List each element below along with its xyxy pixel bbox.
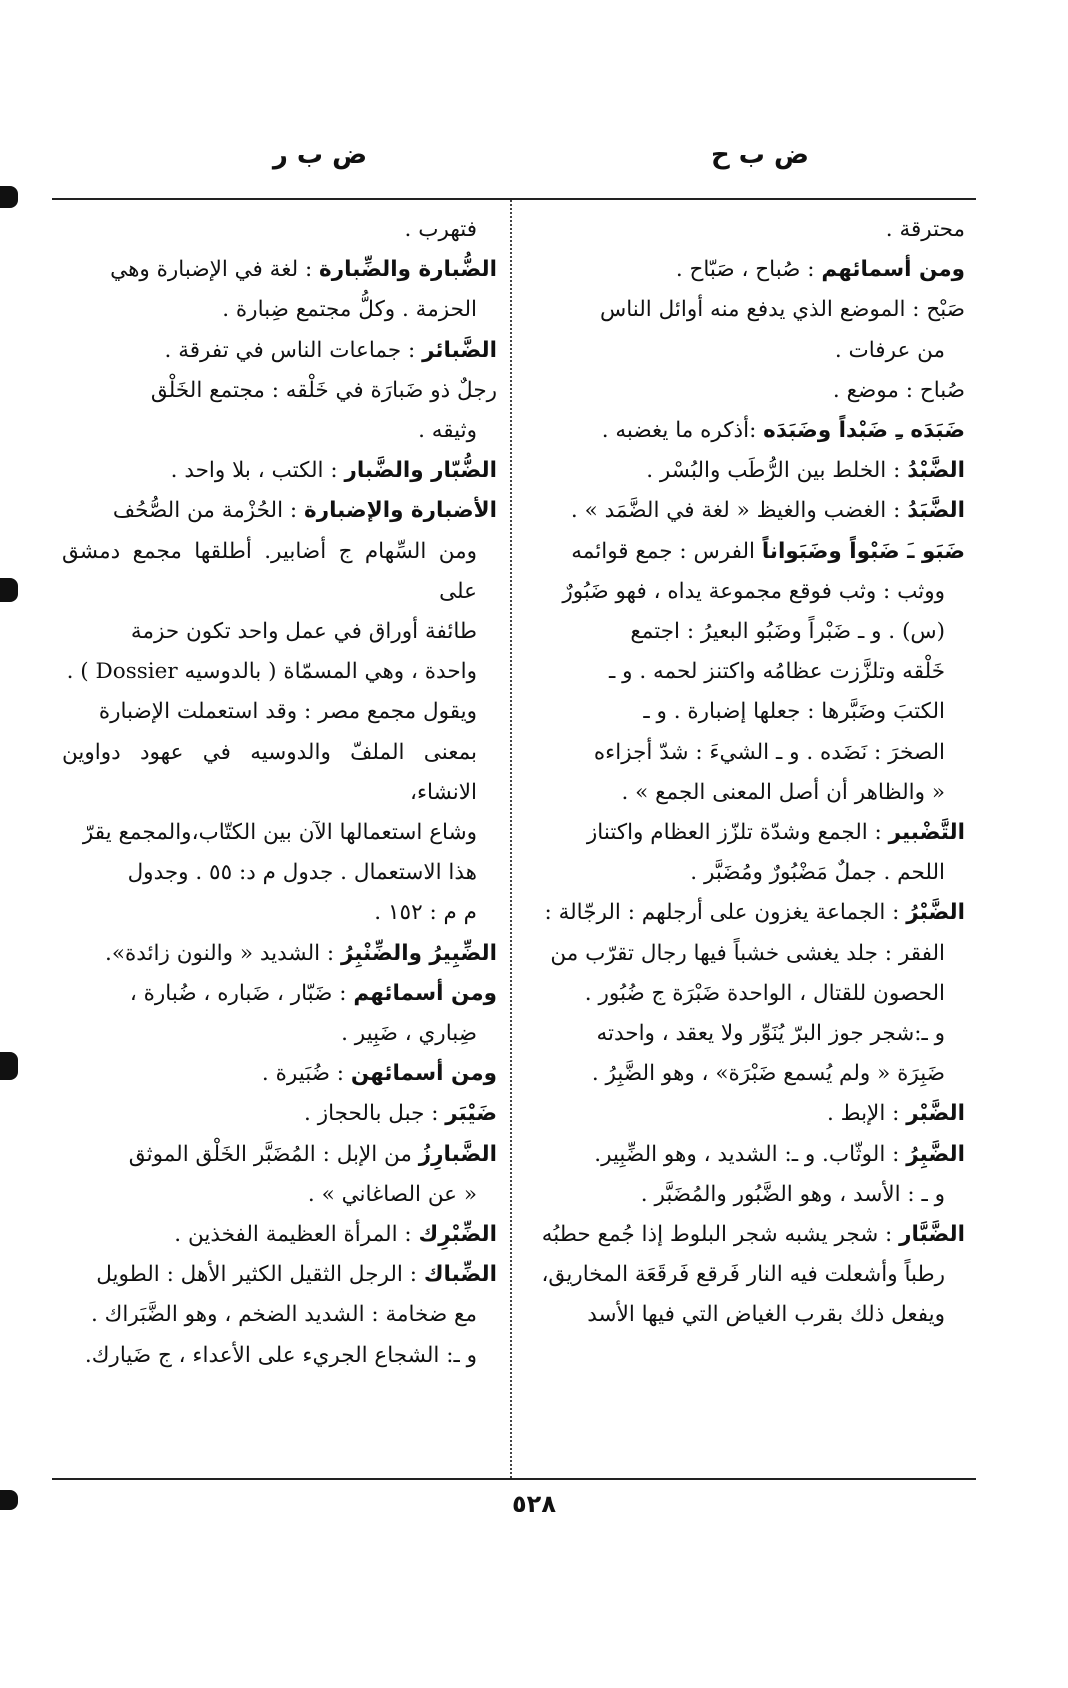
entry-line [62,1094,497,1134]
headword: ضَيْبَر [445,1101,497,1127]
entry-text: ومن السِّهام ج أضابير. أطلقها مجمع دمشق على [62,538,477,604]
entry-text: فتهرب . [404,217,477,242]
running-header-left: ض ب ر [272,140,368,170]
entry-line [62,813,497,853]
entry-line [535,290,965,330]
entry-line [535,1295,965,1335]
left-column [62,210,497,1470]
headword: الضِّباك [423,1262,497,1288]
running-header-right: ض ب ح [711,140,809,170]
entry-line [62,1295,497,1335]
entry-text: صُباح : موضع . [832,377,965,403]
entry-line [62,290,497,330]
headword: الضَّبْدُ [907,458,965,484]
entry-line [62,250,497,290]
entry-line [535,1215,965,1255]
headword: الضِّبِيرُ والضِّنْبِرُ [341,940,497,966]
entry-text: : جبل بالحجاز . [304,1101,439,1127]
entry-text: ضِباري ، ضَبِير . [341,1021,477,1047]
entry-text: طائفة أوراق في عمل واحد تكون حزمة [130,619,477,645]
header-rule [52,198,976,200]
headword: الضَّبَّار [899,1222,965,1248]
headword: الضَّبَدُ [907,498,965,524]
footer-rule [52,1478,976,1480]
entry-line [535,371,965,411]
entry-line [535,1175,965,1215]
entry-line [535,612,965,652]
entry-text: م م : ١٥٢ . [374,900,477,926]
entry-text: رطباً وأشعلت فيه النار فَرقع فَرقَعَة المخاريق، [541,1262,945,1288]
entry-line [62,371,497,411]
entry-line [62,1135,497,1175]
entry-line [535,773,965,813]
entry-text: : الجمع وشدّة تلزّز العظام واكتناز [586,820,882,846]
entry-text: : ضُبَيرة . [261,1061,345,1087]
entry-text: الحصون للقتال ، الواحدة ضَبْرَة ج ضُبُور . [584,980,945,1006]
headword: ضَبَو ـَ ضَبْواً وضَبَواناً [761,538,965,564]
entry-line [62,1215,497,1255]
entry-line [535,210,965,250]
right-column [535,210,965,1470]
entry-line [535,652,965,692]
headword: ومن أسمائهم [821,257,965,283]
scan-blot [0,1490,18,1510]
entry-text: ويقول مجمع مصر : وقد استعملت الإضبارة [98,699,477,725]
entry-line [62,733,497,813]
entry-text: : الوثّاب. و ـ: الشديد ، وهو الضِّبِير. [594,1141,900,1167]
entry-line [535,893,965,933]
entry-text: و ـ: الشجاع الجريء على الأعداء ، ج ضَيارك. [84,1342,477,1368]
entry-text: رجلٌ ذو ضَبارَة في خَلْقه : مجتمع الخَلْق [150,377,497,403]
headword: الضِّبْرِك [418,1222,497,1248]
entry-line [535,1255,965,1295]
entry-text: الصخرَ : نَضَده . و ـ الشيءَ : شدّ أجزاءه [593,739,945,765]
entry-text: الفرس : جمع قوائمه [571,538,755,564]
entry-text: من الإبل : المُضَبَّر الخَلْق الموثق [128,1141,412,1167]
entry-text: : الشديد « والنون زائدة». [105,940,335,966]
entry-text: « عن الصاغاني » . [307,1181,477,1207]
entry-line [535,1135,965,1175]
entry-text: : جماعات الناس في تفرقة . [164,337,416,363]
entry-text: :أذكره ما يغضبه . [601,418,757,444]
entry-line [535,491,965,531]
entry-line [535,1094,965,1134]
entry-line [535,1054,965,1094]
entry-text: وشاع استعمالها الآن بين الكتّاب،والمجمع يقرّ [82,820,477,846]
entry-text: : الغضب والغيظ « لغة في الضَّمَد » . [570,498,901,524]
entry-text: (س) . و ـ ضَبْراً وضَبُو البعيرُ : اجتمع [630,619,945,645]
entry-text: اللحم . جملٌ مَضْبُورٌ ومُضَبَّر . [690,860,945,886]
entry-text: من عرفات . [834,337,945,363]
headword: ضَبَدَه ـِ ضَبْداً وضَبَدَه [763,418,965,444]
entry-text: بمعنى الملفّ والدوسيه في عهود دواوين الانشاء، [62,739,477,805]
entry-text: وثيقه . [418,418,477,444]
entry-text: واحدة ، وهي المسمّاة ( بالدوسيه Dossier ) . [66,659,477,685]
entry-line [62,210,497,250]
headword: الضَّبائر [422,337,497,363]
entry-line [535,934,965,974]
headword: الضُّبّار والضَّبار [344,458,497,484]
entry-line [535,733,965,773]
entry-text: : الكتب ، بلا واحد . [170,458,338,484]
entry-line [535,411,965,451]
entry-line [535,692,965,732]
entry-line [535,572,965,612]
entry-text: : ضَبّار ، ضَباره ، ضُبارة ، [129,980,347,1006]
entry-line [535,813,965,853]
entry-line [535,250,965,290]
headword: ومن أسمائهن [350,1061,497,1087]
entry-text: خَلْقه وتلزَّزت عظامُه واكتنز لحمه . و ـ [608,659,945,685]
scan-blot [0,186,18,208]
headword: الضُّبارة والضِّبارة [319,257,497,283]
entry-text: : شجر يشبه شجر البلوط إذا جُمع حطبُه [541,1222,893,1248]
headword: الضَّبارِزُ [418,1141,497,1167]
headword: ومن أسمائهم [353,980,497,1006]
entry-line [62,411,497,451]
entry-line [535,853,965,893]
headword: الضَّبْرُ [906,900,965,926]
entry-text: ضَبِرَة « ولم يُسمع ضَبْرَة» ، وهو الضَّبِرُ . [591,1061,945,1087]
entry-line [62,451,497,491]
entry-line [62,1336,497,1376]
entry-text: : المرأة العظيمة الفخذين . [174,1222,412,1248]
entry-text: « والظاهر أن أصل المعنى الجمع » . [621,779,945,805]
entry-text: و ـ : الأسد ، وهو الضَّبُور والمُضَبَّر . [640,1181,945,1207]
entry-line [535,331,965,371]
entry-line [62,1014,497,1054]
entry-line [62,331,497,371]
entry-text: : الرجل الثقيل الكثير الأهل : الطويل [96,1262,417,1288]
entry-text: : لغة في الإضبارة وهي [110,257,313,283]
entry-line [62,974,497,1014]
entry-text: : الإبط . [827,1101,900,1127]
entry-line [62,491,497,531]
page-number: ٥٢٨ [512,1490,556,1518]
entry-line [535,974,965,1014]
entry-line [62,893,497,933]
entry-line [62,1054,497,1094]
entry-line [535,451,965,491]
column-divider [510,200,512,1478]
headword: الأضبارة والإضبارة [304,498,497,524]
entry-line [62,692,497,732]
entry-text: : الحُزْمة من الصُّحُف [112,498,298,524]
entry-line [62,612,497,652]
entry-text: ووثب : وثب فوقع مجموعة يداه ، فهو ضَبُورٌ [562,578,945,604]
scan-blot [0,578,18,602]
entry-line [62,652,497,692]
entry-line [62,532,497,612]
scan-blot [0,1052,18,1080]
entry-line [535,1014,965,1054]
entry-text: محترقة . [885,217,965,242]
entry-text: الفقر : جلد يغشى خشباً فيها رجال تقرّب من [550,940,945,966]
entry-line [62,934,497,974]
entry-text: صَبْح : الموضع الذي يدفع منه أوائل الناس [599,297,965,323]
entry-text: ويفعل ذلك بقرب الغياض التي فيها الأسد [587,1302,945,1328]
entry-text: : الخلط بين الرُّطَب والبُسْر . [646,458,901,484]
headword: الضَّبْر [906,1101,965,1127]
entry-text: مع ضخامة : الشديد الضخم ، وهو الضَّبَراك . [90,1302,477,1328]
entry-text: الحزمة . وكلُّ مجتمع ضِبارة . [222,297,477,323]
entry-line [62,853,497,893]
entry-text: هذا الاستعمال . جدول م د: ٥٥ . وجدول [127,860,477,886]
headword: التَّضْبير [888,820,965,846]
headword: الضَّبِرُ [906,1141,965,1167]
entry-text: الكتبَ وضَبَّرها : جعلها إضبارة . و ـ [643,699,945,725]
entry-line [62,1255,497,1295]
entry-line [62,1175,497,1215]
entry-text: : الجماعة يغزون على أرجلهم : الرجّالة : [544,900,900,926]
entry-text: : صُباح ، صَبّاح . [675,257,815,283]
entry-line [535,532,965,572]
entry-text: و ـ:شجر جوز البرّ يُنَوِّر ولا يعقد ، واحدته [596,1021,945,1047]
